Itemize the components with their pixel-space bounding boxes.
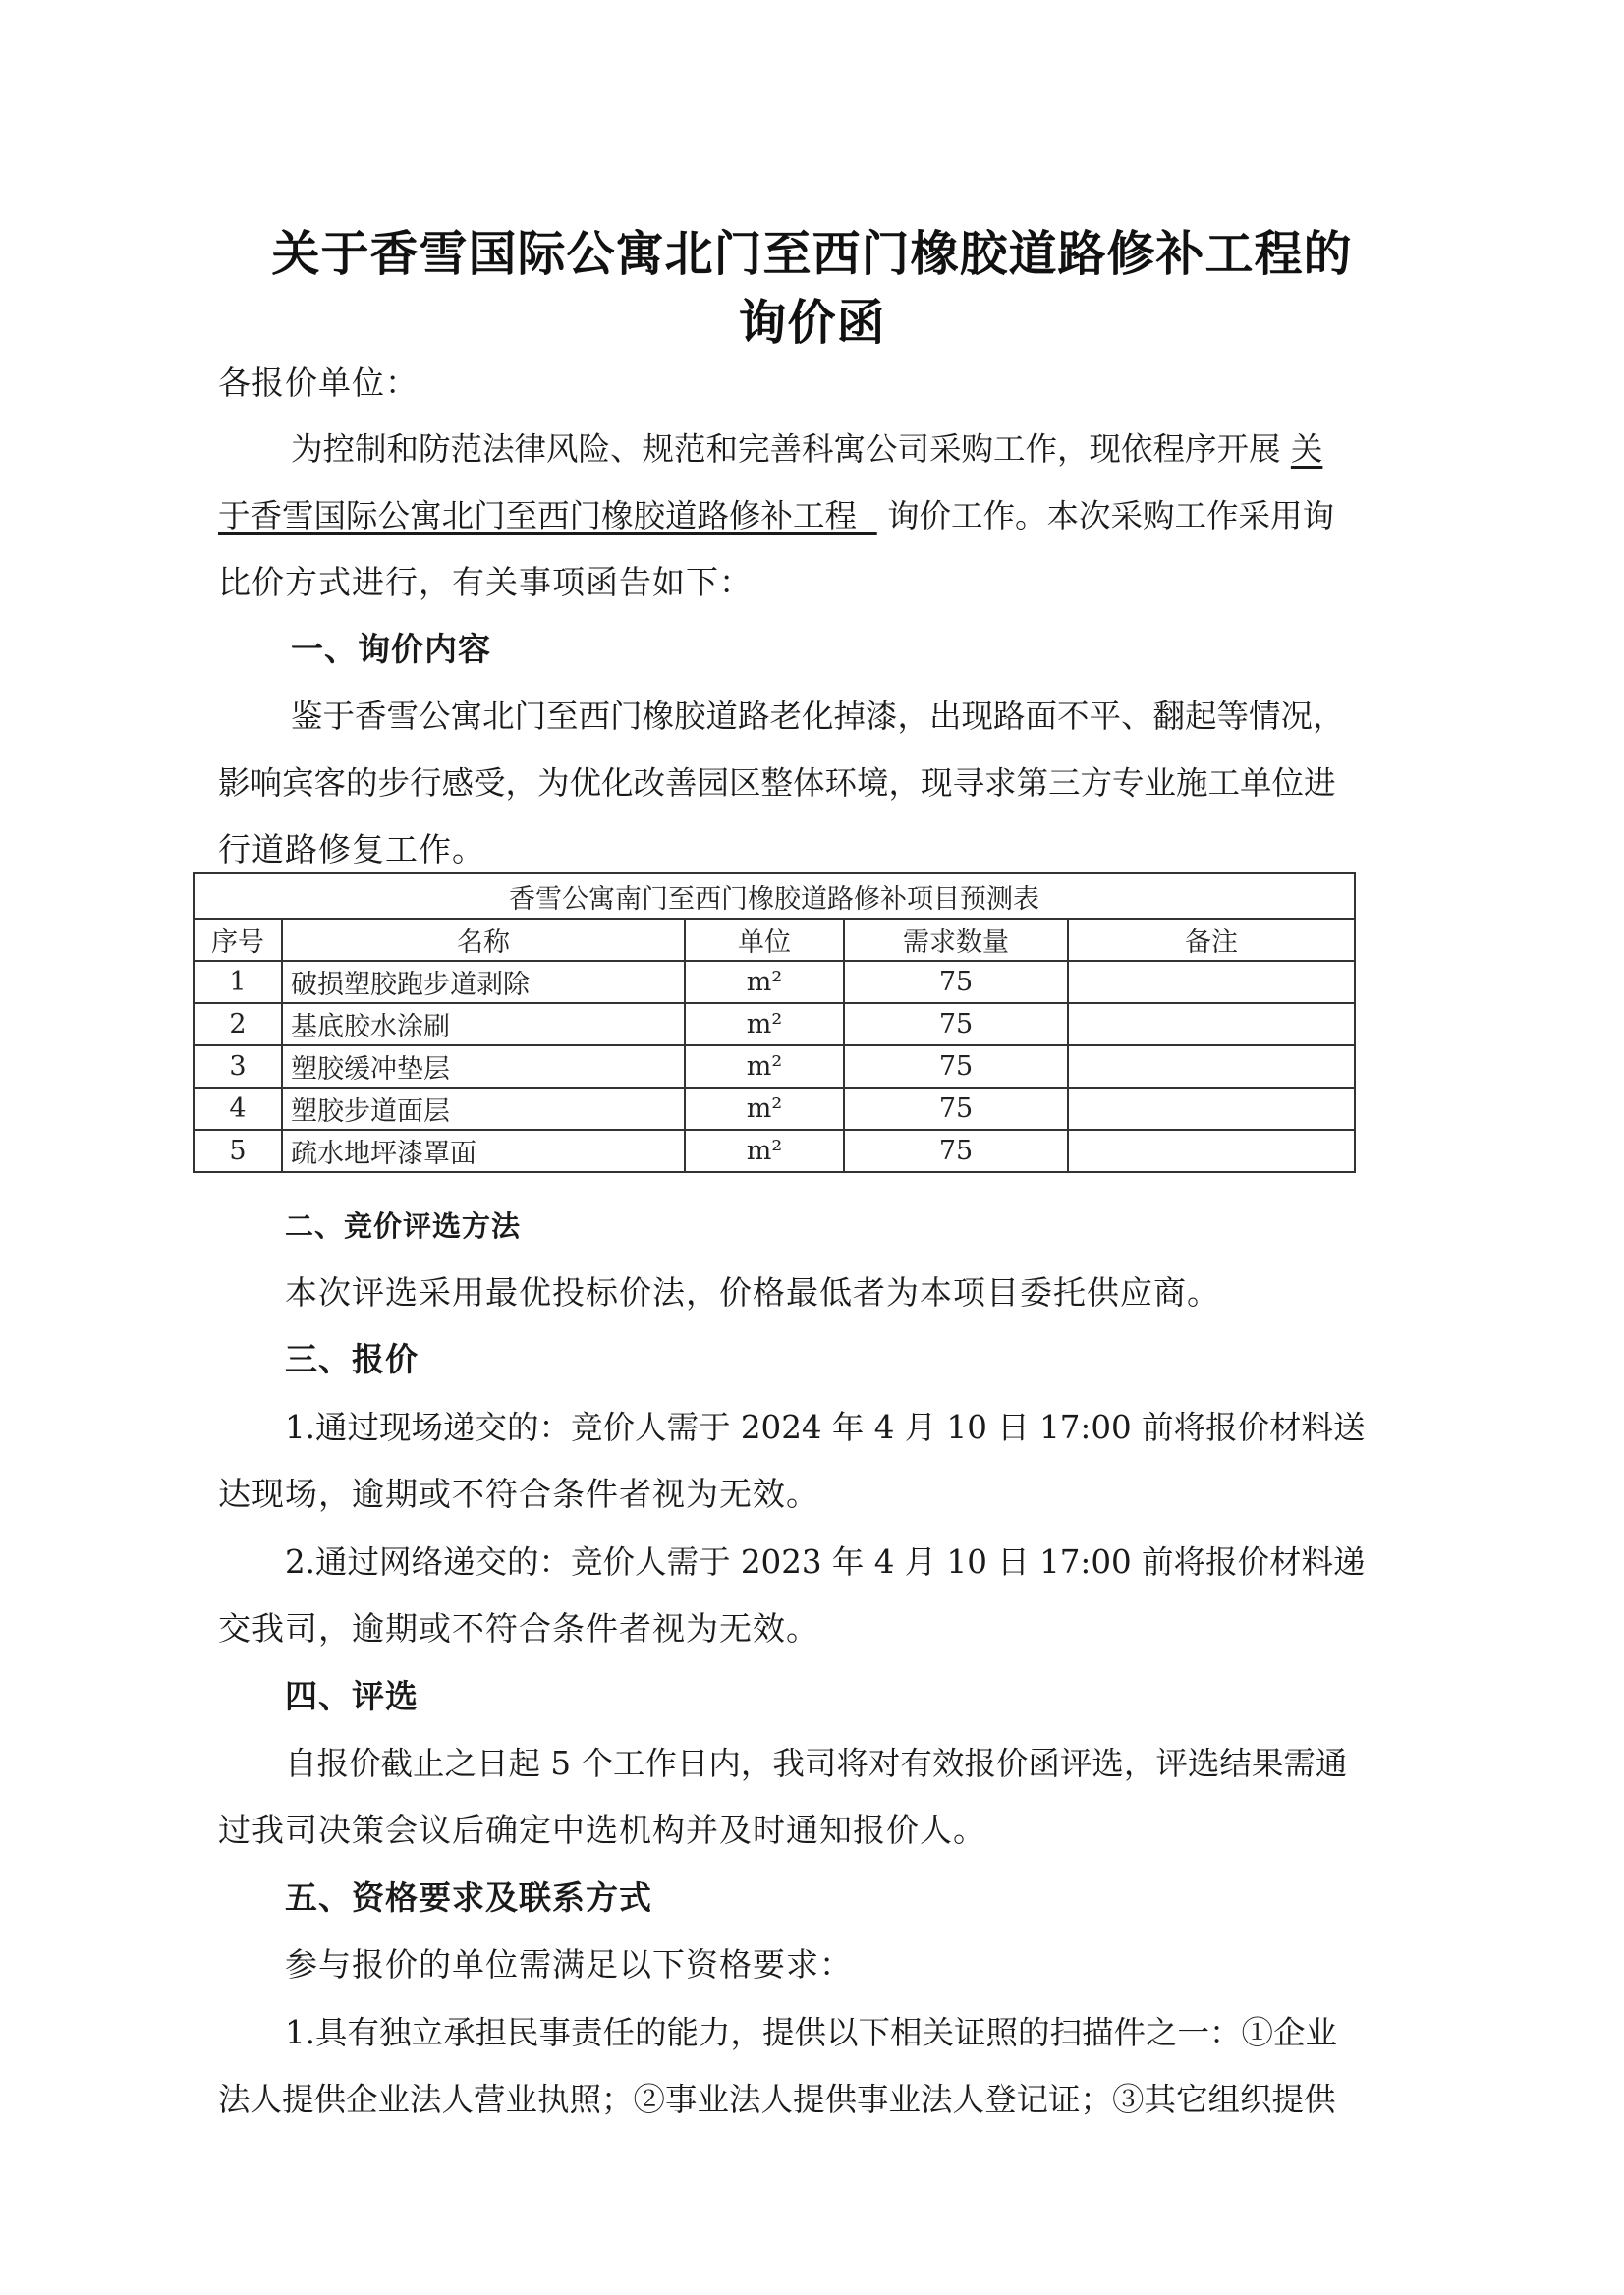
row-name: 塑胶缓冲垫层 <box>282 1045 685 1088</box>
intro-text-2: 询价工作。本次采购工作采用询 <box>887 497 1335 534</box>
quote-table <box>193 872 1356 1173</box>
table-caption-row <box>194 873 1355 919</box>
section-1-heading: 一、询价内容 <box>291 630 491 668</box>
row-remark <box>1068 1130 1355 1172</box>
header-unit: 单位 <box>685 919 844 961</box>
row-remark <box>1068 1003 1355 1045</box>
section-5-para: 参与报价的单位需满足以下资格要求： <box>285 1945 853 1984</box>
row-unit: m² <box>685 1045 844 1088</box>
header-quantity: 需求数量 <box>844 919 1068 961</box>
section-5-heading: 五、资格要求及联系方式 <box>285 1878 652 1917</box>
section-1-para-line-2: 影响宾客的步行感受，为优化改善园区整体环境，现寻求第三方专业施工单位进 <box>218 764 1336 802</box>
intro-line-1 <box>291 429 1366 469</box>
row-unit: m² <box>685 1130 844 1172</box>
row-quantity: 75 <box>844 961 1068 1003</box>
document-title-line-1: 关于香雪国际公寓北门至西门橡胶道路修补工程的 <box>271 226 1353 282</box>
document-title-line-2: 询价函 <box>738 295 886 351</box>
section-1-para-line-3: 行道路修复工作。 <box>218 830 485 868</box>
section-2-para: 本次评选采用最优投标价法，价格最低者为本项目委托供应商。 <box>285 1273 1220 1312</box>
table-row <box>194 1045 1355 1088</box>
table-row <box>194 1130 1355 1172</box>
row-quantity: 75 <box>844 1088 1068 1130</box>
row-name: 塑胶步道面层 <box>282 1088 685 1130</box>
row-quantity: 75 <box>844 1045 1068 1088</box>
section-3-item-2-line-2: 交我司，逾期或不符合条件者视为无效。 <box>218 1609 819 1648</box>
intro-text-1: 为控制和防范法律风险、规范和完善科寓公司采购工作，现依程序开展 <box>291 430 1281 468</box>
row-quantity: 75 <box>844 1003 1068 1045</box>
intro-line-2 <box>218 496 1377 535</box>
row-remark <box>1068 961 1355 1003</box>
row-index: 2 <box>194 1003 282 1045</box>
section-4-heading: 四、评选 <box>285 1677 419 1715</box>
row-quantity: 75 <box>844 1130 1068 1172</box>
row-index: 3 <box>194 1045 282 1088</box>
section-2-heading: 二、竞价评选方法 <box>285 1209 522 1243</box>
row-index: 1 <box>194 961 282 1003</box>
section-5-item-1-line-1: 1.具有独立承担民事责任的能力，提供以下相关证照的扫描件之一：①企业 <box>285 2014 1338 2051</box>
section-4-para-line-2: 过我司决策会议后确定中选机构并及时通知报价人。 <box>218 1811 986 1849</box>
project-name-part-2: 于香雪国际公寓北门至西门橡胶道路修补工程 <box>218 497 858 534</box>
section-5-item-1-line-2: 法人提供企业法人营业执照；②事业法人提供事业法人登记证；③其它组织提供 <box>218 2081 1336 2118</box>
row-unit: m² <box>685 1003 844 1045</box>
table-caption: 香雪公寓南门至西门橡胶道路修补项目预测表 <box>194 873 1355 919</box>
row-name: 疏水地坪漆罩面 <box>282 1130 685 1172</box>
header-index: 序号 <box>194 919 282 961</box>
row-remark <box>1068 1045 1355 1088</box>
row-index: 4 <box>194 1088 282 1130</box>
intro-line-3: 比价方式进行，有关事项函告如下： <box>218 563 753 601</box>
section-4-para-line-1: 自报价截止之日起 5 个工作日内，我司将对有效报价函评选，评选结果需通 <box>285 1745 1348 1782</box>
section-3-item-2-line-1: 2.通过网络递交的：竞价人需于 2023 年 4 月 10 日 17:00 前将报价材料递 <box>285 1543 1366 1581</box>
table-row <box>194 1003 1355 1045</box>
row-name: 基底胶水涂刷 <box>282 1003 685 1045</box>
header-remark: 备注 <box>1068 919 1355 961</box>
row-unit: m² <box>685 961 844 1003</box>
salutation: 各报价单位： <box>218 364 419 402</box>
table-header-row <box>194 919 1355 961</box>
section-3-item-1-line-2: 达现场，逾期或不符合条件者视为无效。 <box>218 1475 819 1513</box>
section-3-item-1-line-1: 1.通过现场递交的：竞价人需于 2024 年 4 月 10 日 17:00 前将报价材料送 <box>285 1409 1366 1446</box>
row-unit: m² <box>685 1088 844 1130</box>
table-row <box>194 1088 1355 1130</box>
row-name: 破损塑胶跑步道剥除 <box>282 961 685 1003</box>
row-index: 5 <box>194 1130 282 1172</box>
table-row <box>194 961 1355 1003</box>
row-remark <box>1068 1088 1355 1130</box>
header-name: 名称 <box>282 919 685 961</box>
section-3-heading: 三、报价 <box>285 1340 419 1378</box>
project-name-part-1: 关 <box>1290 430 1323 468</box>
section-1-para-line-1: 鉴于香雪公寓北门至西门橡胶道路老化掉漆，出现路面不平、翻起等情况， <box>291 698 1345 735</box>
